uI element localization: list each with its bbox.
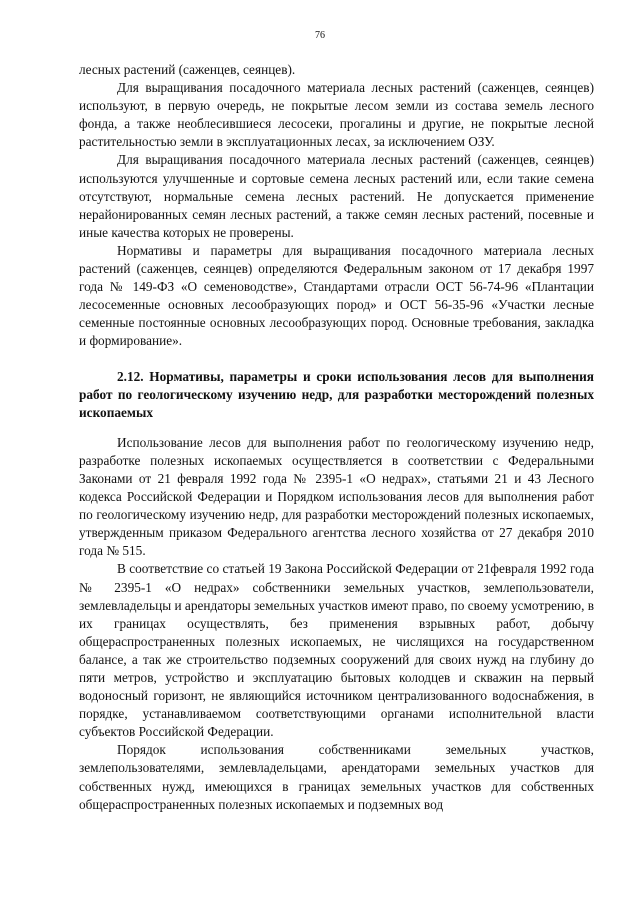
page-content bbox=[79, 61, 594, 814]
paragraph-article-19: В соответствие со статьей 19 Закона Российской Федерации от 21февраля 1992 года № 2395-1 «О недрах» собственники земельных участков, землепользователи, землевладельцы и арендаторы земельных участков имеют право, по своему усмотрению, в их границах осуществлять, без применения взрывных работ, добычу общераспространенных полезных ископаемых, не числящихся на государственном балансе, а так же строительство подземных сооружений для своих нужд на глубину до пяти метров, устройство и эксплуатацию бытовых колодцев и скважин на первый водоносный горизонт, не являющийся источником централизованного водоснабжения, в порядке, устанавливаемом соответствующими органами исполнительной власти субъектов Российской Федерации. bbox=[79, 561, 594, 740]
page-number: 76 bbox=[315, 30, 325, 41]
section-heading: 2.12. Нормативы, параметры и сроки использования лесов для выполнения работ по геологическому изучению недр, для разработки месторождений полезных ископаемых bbox=[79, 368, 594, 420]
paragraph-continuation: лесных растений (саженцев, сеянцев). bbox=[79, 62, 296, 77]
paragraph-planting-lands: Для выращивания посадочного материала лесных растений (саженцев, сеянцев) используют, в первую очередь, не покрытые лесом земли из состава земель лесного фонда, а также необлесившиеся лесосеки, прогалины и другие, не покрытые лесной растительностью земли в эксплуатационных лесах, за исключением ОЗУ. bbox=[79, 80, 594, 150]
paragraph-forest-use: Использование лесов для выполнения работ по геологическому изучению недр, разработке полезных ископаемых осуществляется в соответствии с Федеральными Законами от 21 февраля 1992 года № 2395-1 «О недрах», статьями 21 и 43 Лесного кодекса Российской Федерации и Порядком использования лесов для выполнения работ по геологическому изучению недр, для разработки месторождений полезных ископаемых, утвержденным приказом Федерального агентства лесного хозяйства от 27 декабря 2010 года № 515. bbox=[79, 434, 594, 559]
heading-spacer bbox=[79, 422, 594, 434]
section-spacer bbox=[79, 351, 594, 368]
paragraph-seeds: Для выращивания посадочного материала лесных растений (саженцев, сеянцев) используются улучшенные и сортовые семена лесных растений или, если такие семена отсутствуют, нормальные семена лесных растений. Не допускается применение нерайонированных семян лесных растений, а также семян лесных растений, посевные и иные качества которых не проверены. bbox=[79, 152, 594, 240]
paragraph-procedure: Порядок использования собственниками земельных участков, землепользователями, землевладельцами, арендаторами земельных участков для собственных нужд, имеющихся в границах земельных участков для собственных общераспространенных полезных ископаемых и подземных вод bbox=[79, 742, 594, 812]
paragraph-norms-standards: Нормативы и параметры для выращивания посадочного материала лесных растений (саженцев, сеянцев) определяются Федеральным законом от 17 декабря 1997 года № 149-ФЗ «О семеноводстве», Стандартами отрасли ОСТ 56-74-96 «Плантации лесосеменные основных лесообразующих пород» и ОСТ 56-35-96 «Участки лесные семенные постоянные основных лесообразующих пород. Основные требования, закладка и формирование». bbox=[79, 242, 594, 349]
